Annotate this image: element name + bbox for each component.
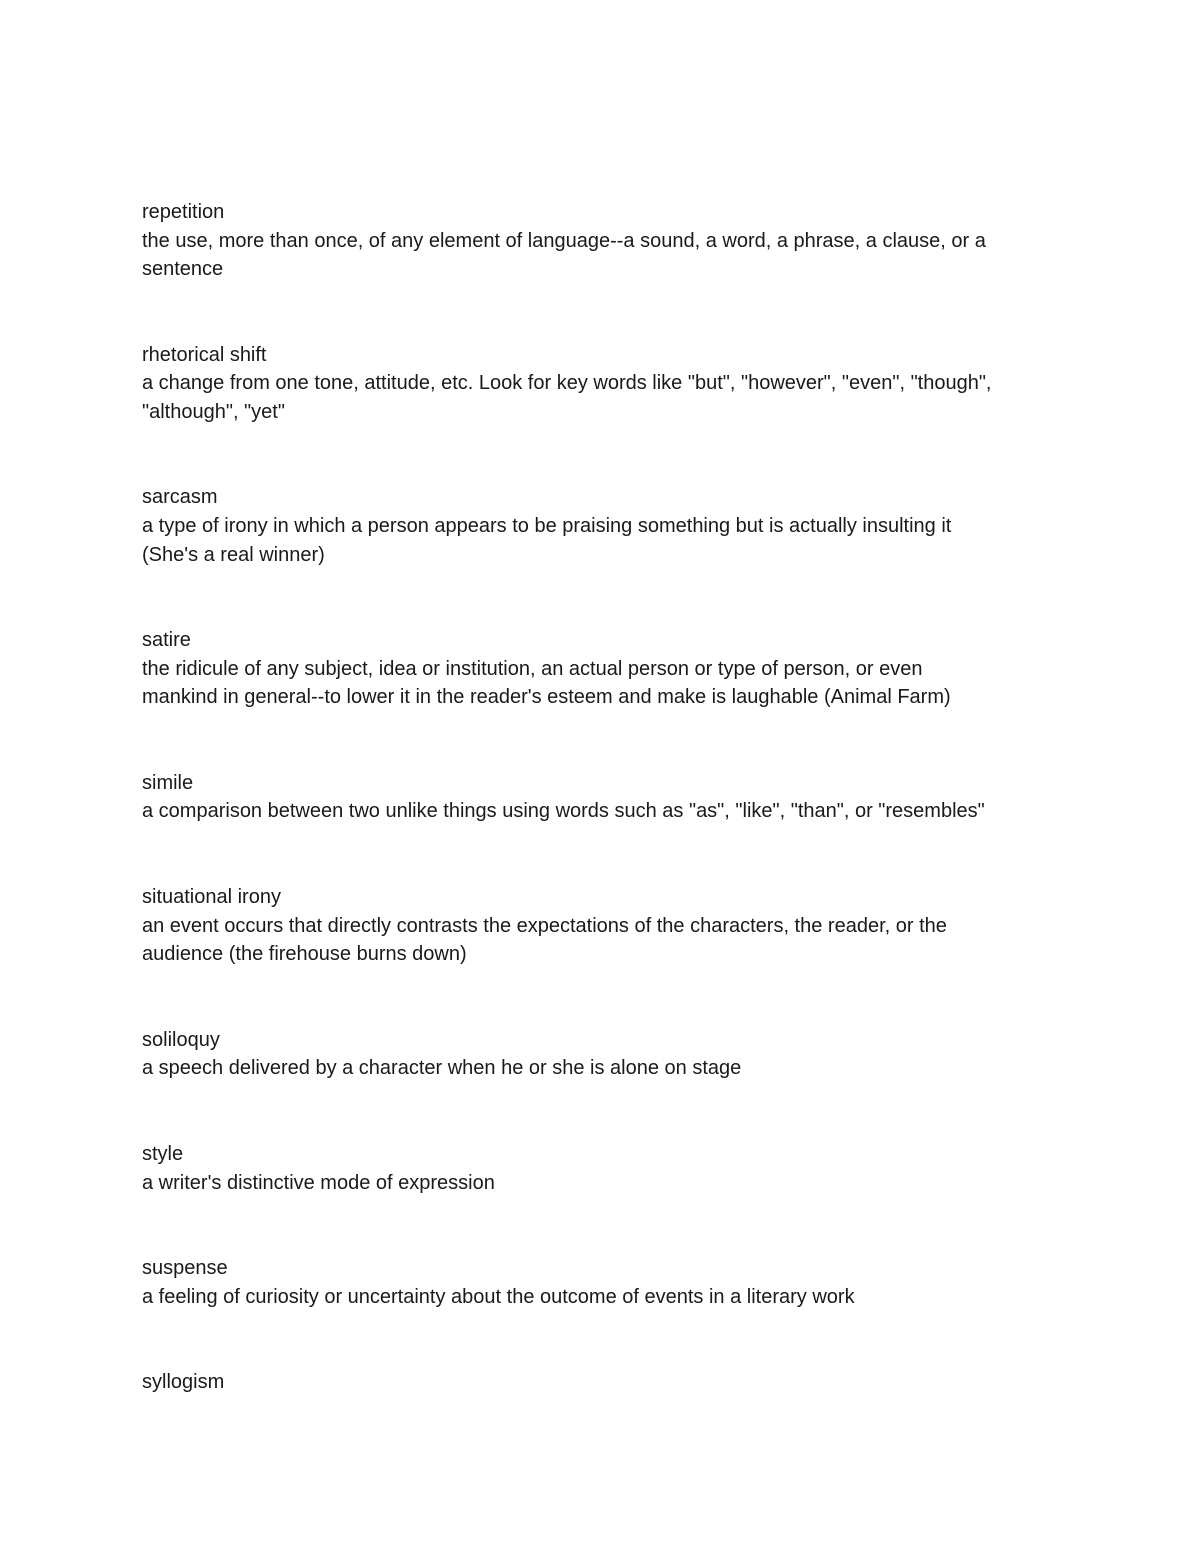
glossary-entry [142,1026,1142,1083]
glossary-term: sarcasm [142,486,218,509]
glossary-term: suspense [142,1257,228,1280]
glossary-definition-line: an event occurs that directly contrasts the expectations of the characters, the reader, or the [142,914,947,937]
glossary-entry [142,1368,1142,1397]
glossary-definition-line: the use, more than once, of any element of language--a sound, a word, a phrase, a clause, or a [142,229,986,252]
glossary-term: syllogism [142,1371,225,1394]
glossary-definition-line: a feeling of curiosity or uncertainty about the outcome of events in a literary work [142,1285,855,1308]
glossary-entry [142,341,1142,427]
glossary-definition-line: mankind in general--to lower it in the reader's esteem and make is laughable (Animal Farm) [142,686,951,709]
document-page [142,198,1142,1454]
glossary-entry [142,1254,1142,1311]
glossary-definition-line: sentence [142,258,224,281]
glossary-term: style [142,1143,184,1166]
glossary-entry [142,483,1142,569]
glossary-term: situational irony [142,886,281,909]
glossary-definition-line: a comparison between two unlike things using words such as "as", "like", "than", or "resembles" [142,800,985,823]
glossary-definition-line: the ridicule of any subject, idea or institution, an actual person or type of person, or even [142,657,923,680]
glossary-definition-line: a change from one tone, attitude, etc. Look for key words like "but", "however", "even", "though", [142,372,992,395]
glossary-definition-line: a writer's distinctive mode of expression [142,1171,495,1194]
glossary-definition-line: audience (the firehouse burns down) [142,943,467,966]
glossary-term: soliloquy [142,1028,220,1051]
glossary-definition-line: "although", "yet" [142,400,285,423]
glossary-entry [142,769,1142,826]
glossary-definition-line: a type of irony in which a person appears to be praising something but is actually insulting it [142,515,952,538]
glossary-entry [142,198,1142,284]
glossary-term: repetition [142,201,225,223]
glossary-term: simile [142,771,194,794]
glossary-term: satire [142,629,191,652]
glossary-definition-line: (She's a real winner) [142,543,325,566]
glossary-definition-line: a speech delivered by a character when he or she is alone on stage [142,1057,742,1080]
glossary-term: rhetorical shift [142,343,267,366]
glossary-entry [142,883,1142,969]
glossary-entry [142,626,1142,712]
glossary-entry [142,1140,1142,1197]
